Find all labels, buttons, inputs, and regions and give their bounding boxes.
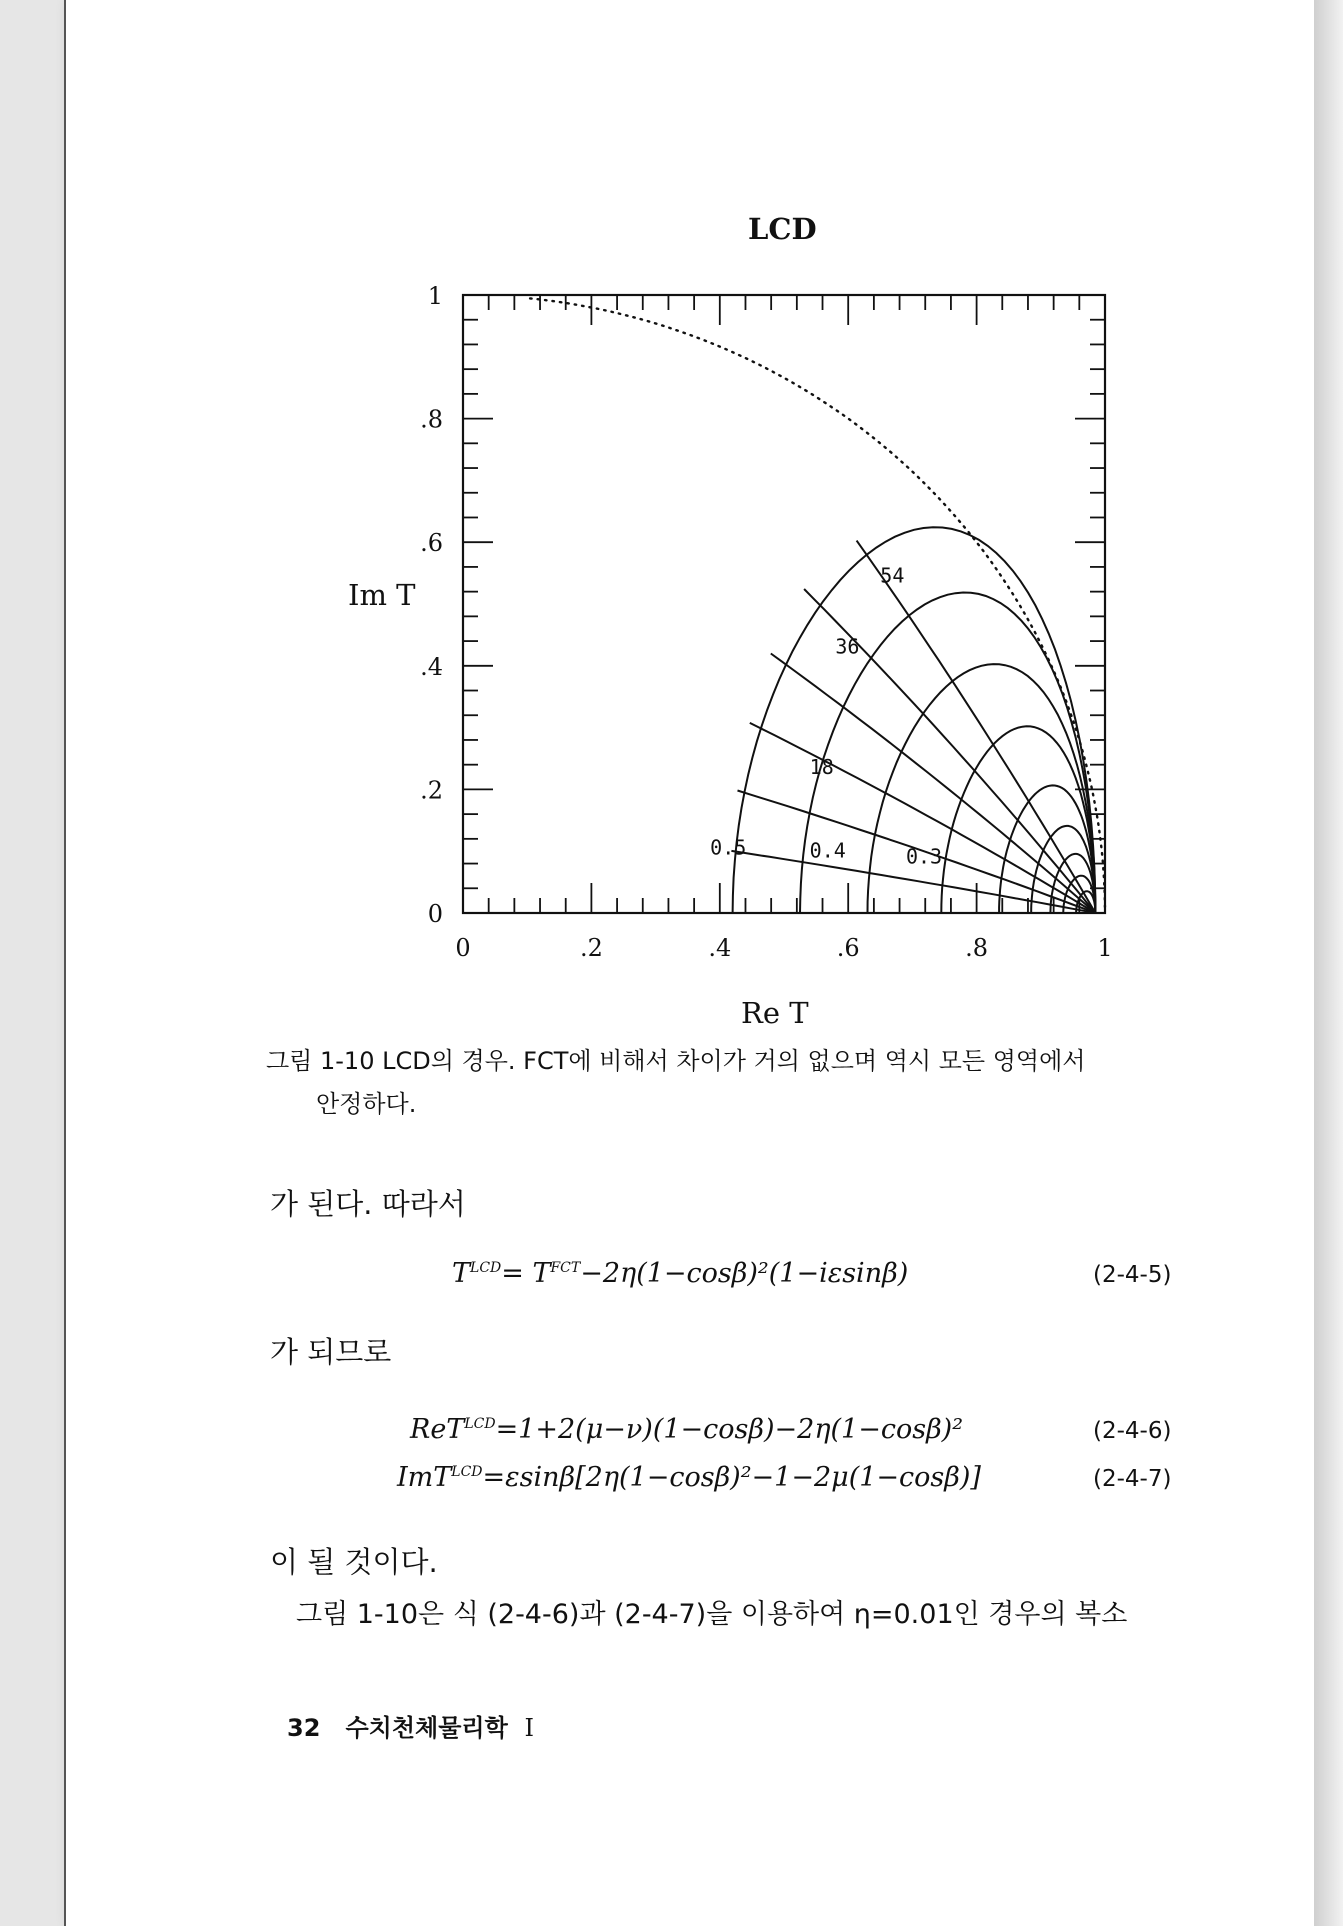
curve-label: 0.5: [710, 835, 747, 860]
page-footer: [287, 1708, 534, 1743]
plot-border: [463, 295, 1105, 913]
plot-ticks: [463, 295, 1105, 913]
curve-label: 54: [880, 563, 905, 588]
equation-number-2-4-7: (2-4-7): [1093, 1466, 1172, 1492]
figure-caption-line2: 안정하다.: [316, 1090, 417, 1118]
y-axis-label: Im T: [348, 578, 416, 612]
plot-tick-labels: [420, 282, 1113, 962]
plot-frame: [463, 295, 1105, 913]
y-tick-label: .4: [420, 652, 443, 681]
y-tick-label: .6: [420, 529, 443, 558]
y-tick-label: 0: [427, 900, 443, 928]
y-tick-label: .8: [420, 405, 443, 434]
x-tick-label: .4: [708, 934, 732, 962]
volume-number: I: [524, 1714, 534, 1742]
body-line-1: 가 된다. 따라서: [270, 1187, 466, 1221]
equation-number-2-4-5: (2-4-5): [1093, 1262, 1172, 1288]
equation-2-4-7: ImT$^{LCD}$=εsinβ[2η(1−cosβ)²−1−2μ(1−cosβ)]: [397, 1462, 981, 1493]
equation-number-2-4-6: (2-4-6): [1093, 1418, 1172, 1444]
equation-2-4-6: ReT$^{LCD}$=1+2(μ−ν)(1−cosβ)−2η(1−cosβ)²: [410, 1414, 964, 1445]
radial-curve: [857, 541, 1096, 913]
x-tick-label: .8: [965, 934, 989, 962]
body-line-2: 가 되므로: [270, 1335, 392, 1369]
y-tick-label: 1: [427, 282, 443, 310]
book-title: 수치천체물리학: [345, 1714, 508, 1742]
x-tick-label: .2: [579, 934, 603, 962]
curve-label: 18: [809, 754, 834, 779]
x-tick-label: 0: [455, 934, 471, 962]
body-line-4: 그림 1-10은 식 (2-4-6)과 (2-4-7)을 이용하여 η=0.01인 경우의 복소: [296, 1599, 1128, 1630]
radial-curve: [771, 654, 1096, 914]
curve-label: 36: [835, 634, 860, 659]
figure-title: LCD: [748, 212, 817, 246]
body-line-3: 이 될 것이다.: [270, 1545, 438, 1579]
curve-label: 0.3: [905, 844, 943, 869]
equation-2-4-5: $T^{LCD}= T^{FCT}-2\eta(1-\cos\beta)^2(1-i\varepsilon\sin\beta)$: [452, 1258, 909, 1289]
figure-caption-line1: 그림 1-10 LCD의 경우. FCT에 비해서 차이가 거의 없으며 역시 모든 영역에서: [266, 1047, 1086, 1075]
page-number: 32: [287, 1714, 321, 1742]
y-tick-label: .2: [420, 776, 443, 805]
x-tick-label: .6: [836, 934, 860, 962]
curve-label: 0.4: [809, 838, 846, 863]
x-axis-label: Re T: [741, 996, 809, 1030]
curve-labels: [710, 563, 942, 868]
x-tick-label: 1: [1097, 934, 1113, 962]
